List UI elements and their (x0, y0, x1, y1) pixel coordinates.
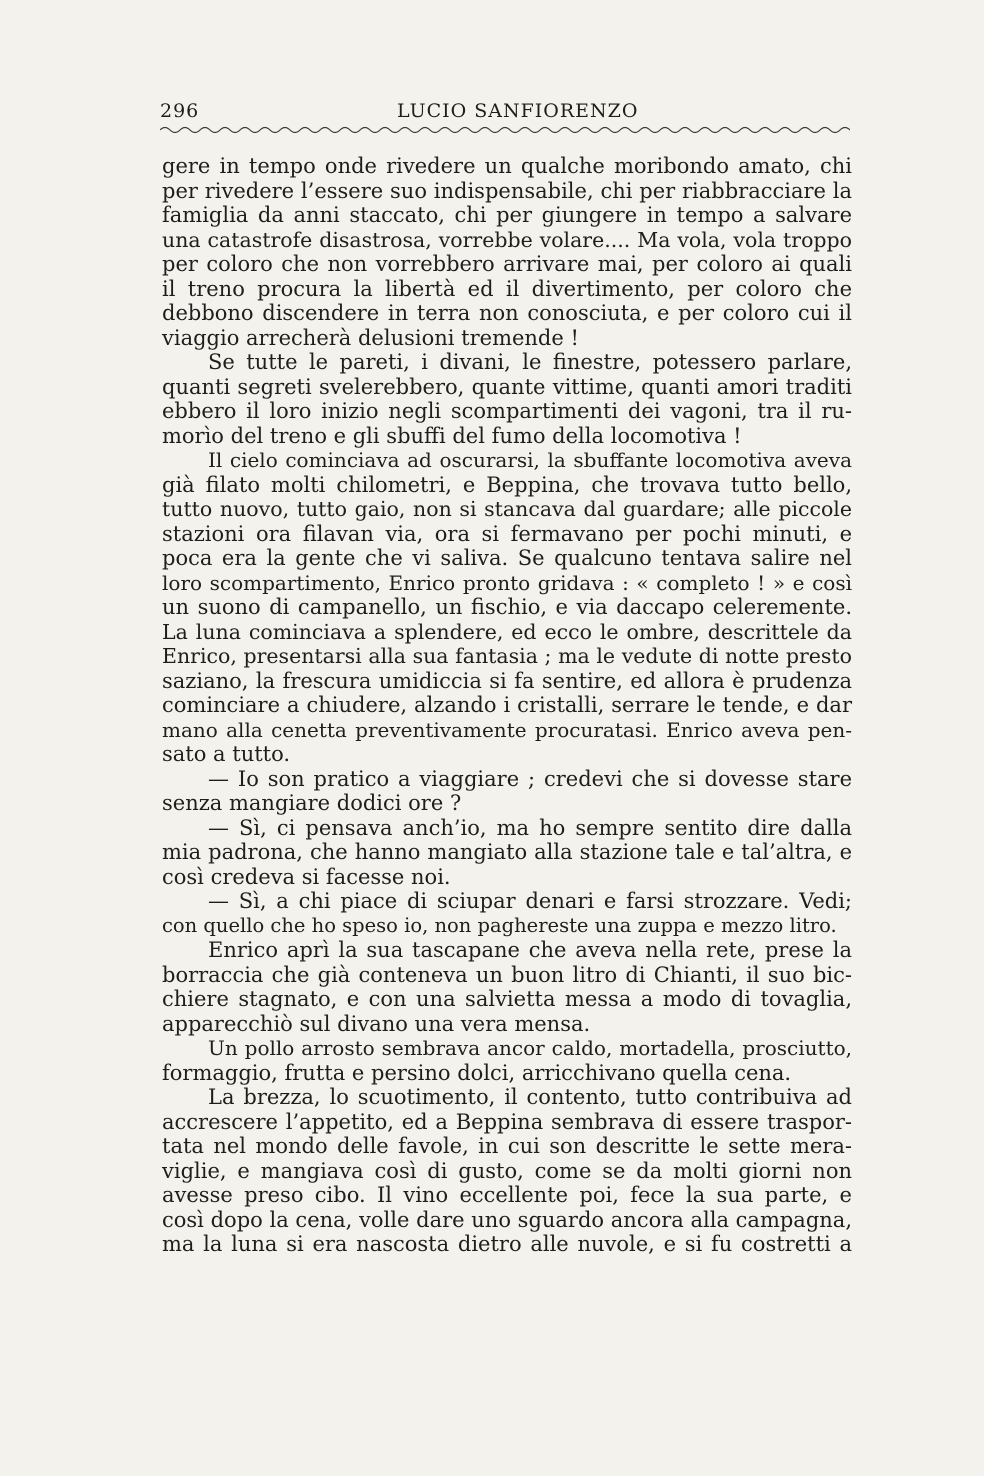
text-line: viaggio arrecherà delusioni tremende ! (162, 325, 579, 350)
text-line: mano alla cenetta preventivamente procuratasi. Enrico aveva pen- (162, 717, 852, 742)
text-line: tutto nuovo, tutto gaio, non si stancava dal guardare; alle piccole (162, 497, 852, 521)
text-line: gere in tempo onde rivedere un qualche moribondo amato, chi (162, 154, 852, 178)
text-line: famiglia da anni staccato, chi per giungere in tempo a salvare (162, 203, 852, 227)
text-line: Se tutte le pareti, i divani, le finestre, potessero parlare, (208, 350, 852, 374)
text-line: tata nel mondo delle favole, in cui son descritte le sette mera- (162, 1134, 852, 1158)
text-line: Il cielo cominciava ad oscurarsi, la sbuffante locomotiva aveva (208, 448, 852, 472)
text-line: così credeva si facesse noi. (162, 864, 451, 889)
text-line: La brezza, lo scuotimento, il contento, tutto contribuiva ad (208, 1085, 852, 1109)
text-line: poca era la gente che vi saliva. Se qualcuno tentava salire nel (162, 546, 852, 570)
text-line: viglie, e mangiava così di gusto, come se da molti giorni non (162, 1158, 852, 1183)
text-line: con quello che ho speso io, non paghereste una zuppa e mezzo litro. (162, 913, 837, 937)
text-line: quanti segreti svelerebbero, quante vittime, quanti amori traditi (162, 374, 852, 399)
text-line: Un pollo arrosto sembrava ancor caldo, mortadella, prosciutto, (208, 1036, 852, 1060)
text-line: accrescere l’appetito, ed a Beppina sembrava di essere traspor- (162, 1109, 852, 1134)
text-line: — Io son pratico a viaggiare ; credevi che si dovesse stare (208, 766, 852, 791)
text-line: — Sì, ci pensava anch’io, ma ho sempre sentito dire dalla (208, 815, 852, 840)
text-line: per rivedere l’essere suo indispensabile, chi per riabbracciare la (162, 178, 852, 203)
text-line: Enrico, presentarsi alla sua fantasia ; ma le vedute di notte presto (162, 644, 852, 668)
text-line: debbono discendere in terra non conosciuta, e per coloro cui il (162, 301, 852, 325)
text-line: formaggio, frutta e persino dolci, arricchivano quella cena. (162, 1060, 792, 1085)
text-line: loro scompartimento, Enrico pronto gridava : « completo ! » e così (162, 570, 852, 595)
text-line: borraccia che già conteneva un buon litro di Chianti, il suo bic- (162, 962, 852, 987)
text-line: saziano, la frescura umidiccia si fa sentire, ed allora è prudenza (162, 668, 852, 693)
text-line: stazioni ora filavan via, ora si fermavano per pochi minuti, e (162, 521, 852, 546)
text-line: — Sì, a chi piace di sciupar denari e farsi strozzare. Vedi; (208, 889, 852, 913)
header-wavy-rule (160, 124, 850, 136)
text-line: apparecchiò sul divano una vera mensa. (162, 1011, 591, 1036)
text-line: senza mangiare dodici ore ? (162, 791, 462, 815)
text-line: per coloro che non vorrebbero arrivare mai, per coloro ai quali (162, 252, 852, 276)
text-line: avesse preso cibo. Il vino eccellente poi, fece la sua parte, e (162, 1183, 852, 1207)
text-line: morìo del treno e gli sbuffi del fumo della locomotiva ! (162, 423, 742, 448)
running-title: LUCIO SANFIORENZO (397, 100, 639, 122)
body-text (162, 154, 852, 1257)
text-line: mia padrona, che hanno mangiato alla stazione tale e tal’altra, e (162, 840, 852, 864)
text-line: sato a tutto. (162, 742, 291, 766)
text-line: ma la luna si era nascosta dietro alle nuvole, e si fu costretti a (162, 1232, 852, 1256)
text-line: chiere stagnato, e con una salvietta messa a modo di tovaglia, (162, 987, 852, 1011)
page-number: 296 (160, 100, 200, 122)
text-line: ebbero il loro inizio negli scompartimenti dei vagoni, tra il ru- (162, 399, 852, 423)
text-line: un suono di campanello, un fischio, e via daccapo celeremente. (162, 595, 852, 619)
text-line: Enrico aprì la sua tascapane che aveva nella rete, prese la (208, 938, 852, 962)
text-line: La luna cominciava a splendere, ed ecco le ombre, descrittele da (162, 619, 852, 644)
text-line: già filato molti chilometri, e Beppina, che trovava tutto bello, (162, 472, 852, 497)
text-line: una catastrofe disastrosa, vorrebbe volare.... Ma vola, vola troppo (162, 227, 852, 252)
text-line: così dopo la cena, volle dare uno sguardo ancora alla campagna, (162, 1207, 852, 1232)
text-line: il treno procura la libertà ed il divertimento, per coloro che (162, 276, 852, 301)
text-line: cominciare a chiudere, alzando i cristalli, serrare le tende, e dar (162, 693, 852, 717)
